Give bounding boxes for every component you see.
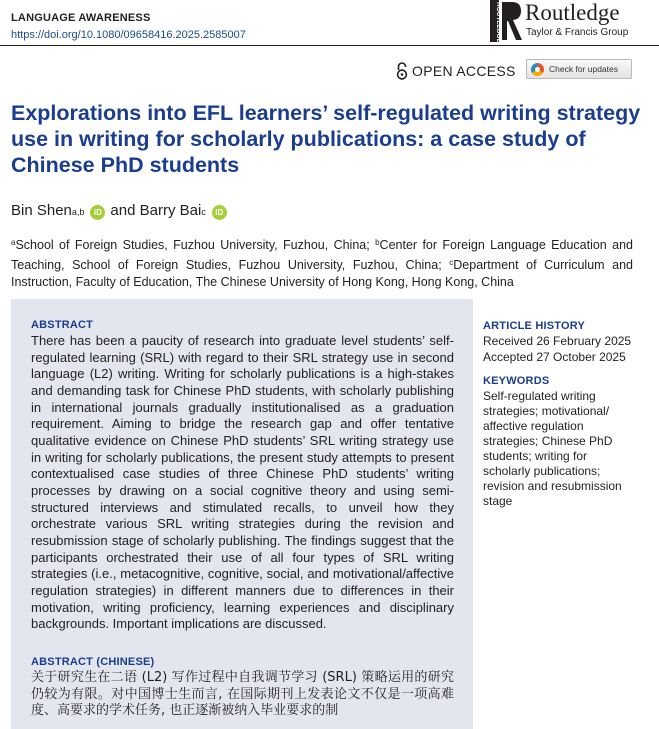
article-history	[483, 334, 631, 365]
crossmark-icon	[531, 63, 544, 76]
publisher-name: Routledge	[525, 0, 620, 25]
keywords-list: Self-regulated writing strategies; motivational/ affective regulation strategies; Chinese PhD students; writing for scholarly publications; revision and resubmission stage	[483, 389, 622, 508]
author-1-affil-sup: a,b	[71, 207, 85, 217]
routledge-r-icon	[488, 0, 524, 44]
author-line	[11, 202, 232, 220]
orcid-icon[interactable]: iD	[212, 205, 227, 220]
open-access-badge	[396, 60, 516, 82]
affil-sup: c	[449, 258, 454, 267]
header-rule	[0, 45, 659, 46]
affiliation-b: Center for Foreign Language Education and Teaching, School of Foreign Studies, Fuzhou University, Fuzhou, China;	[11, 238, 633, 272]
affiliations	[11, 234, 633, 291]
journal-name: LANGUAGE AWARENESS	[11, 12, 151, 24]
open-access-label: OPEN ACCESS	[412, 63, 516, 79]
affiliation-a: School of Foreign Studies, Fuzhou University, Fuzhou, China;	[15, 238, 376, 252]
affiliation-c: Department of Curriculum and Instruction, Faculty of Education, The Chinese University of Hong Kong, Hong Kong, China	[11, 258, 633, 289]
accepted-date: Accepted 27 October 2025	[483, 349, 626, 364]
open-lock-icon	[396, 62, 408, 80]
abstract-text: There has been a paucity of research into graduate level students’ self-regulated learning (SRL) with regard to their SRL strategy use in second language (L2) writing. Writing for scholarly publications is a high-stakes and demanding task for Chinese PhD students, with scholarly publishing in international journals gradually institutionalised as a graduation requirement. Aiming to bridge the research gap and offer tentative qualitative evidence on Chinese PhD students’ SRL writing strategy use in writing for scholarly publications, the present study attempts to present contextualised case studies of three Chinese PhD students’ writing processes by drawing on a social cognitive theory and using semi-structured interviews and stimulated recalls, to unveil how they orchestrate various SRL writing strategies during the revision and resubmission stage of scholarly publishing. The findings suggest that the participants orchestrated their use of all four types of SRL writing strategies (i.e., metacognitive, cognitive, social, and motivational/affective regulation strategies) in different manners due to differences in their motivation, writing proficiency, learning experiences and disciplinary backgrounds. Important implications are discussed.	[31, 333, 454, 632]
routledge-vertical-text: ROUTLEDGE	[495, 2, 502, 43]
check-for-updates-button[interactable]	[526, 59, 632, 79]
affil-sup: a	[11, 238, 16, 247]
author-2-affil-sup: c	[201, 207, 206, 217]
check-for-updates-label: Check for updates	[549, 64, 618, 74]
abstract-chinese-heading: ABSTRACT (CHINESE)	[31, 656, 155, 668]
article-title: Explorations into EFL learners’ self-regulated writing strategy use in writing for scholarly publications: a case study of Chinese PhD students	[11, 101, 641, 177]
abstract-chinese-text: 关于研究生在二语 (L2) 写作过程中自我调节学习 (SRL) 策略运用的研究仍较为有限。对中国博士生而言, 在国际期刊上发表论文不仅是一项高难度、高要求的学术任务, 也正逐渐被纳入毕业要求的制	[31, 670, 454, 718]
author-1-name: Bin Shen	[11, 202, 72, 219]
publisher-logo	[488, 0, 638, 44]
received-date: Received 26 February 2025	[483, 334, 632, 348]
abstract-heading: ABSTRACT	[31, 319, 94, 331]
affil-sup: b	[375, 238, 380, 247]
orcid-icon[interactable]: iD	[90, 205, 105, 220]
article-history-heading: ARTICLE HISTORY	[483, 320, 586, 332]
author-connector: and Barry Bai	[110, 202, 202, 219]
doi-link[interactable]: https://doi.org/10.1080/09658416.2025.2585007	[11, 29, 246, 41]
keywords-heading: KEYWORDS	[483, 375, 550, 387]
publisher-subname: Taylor & Francis Group	[526, 27, 629, 38]
